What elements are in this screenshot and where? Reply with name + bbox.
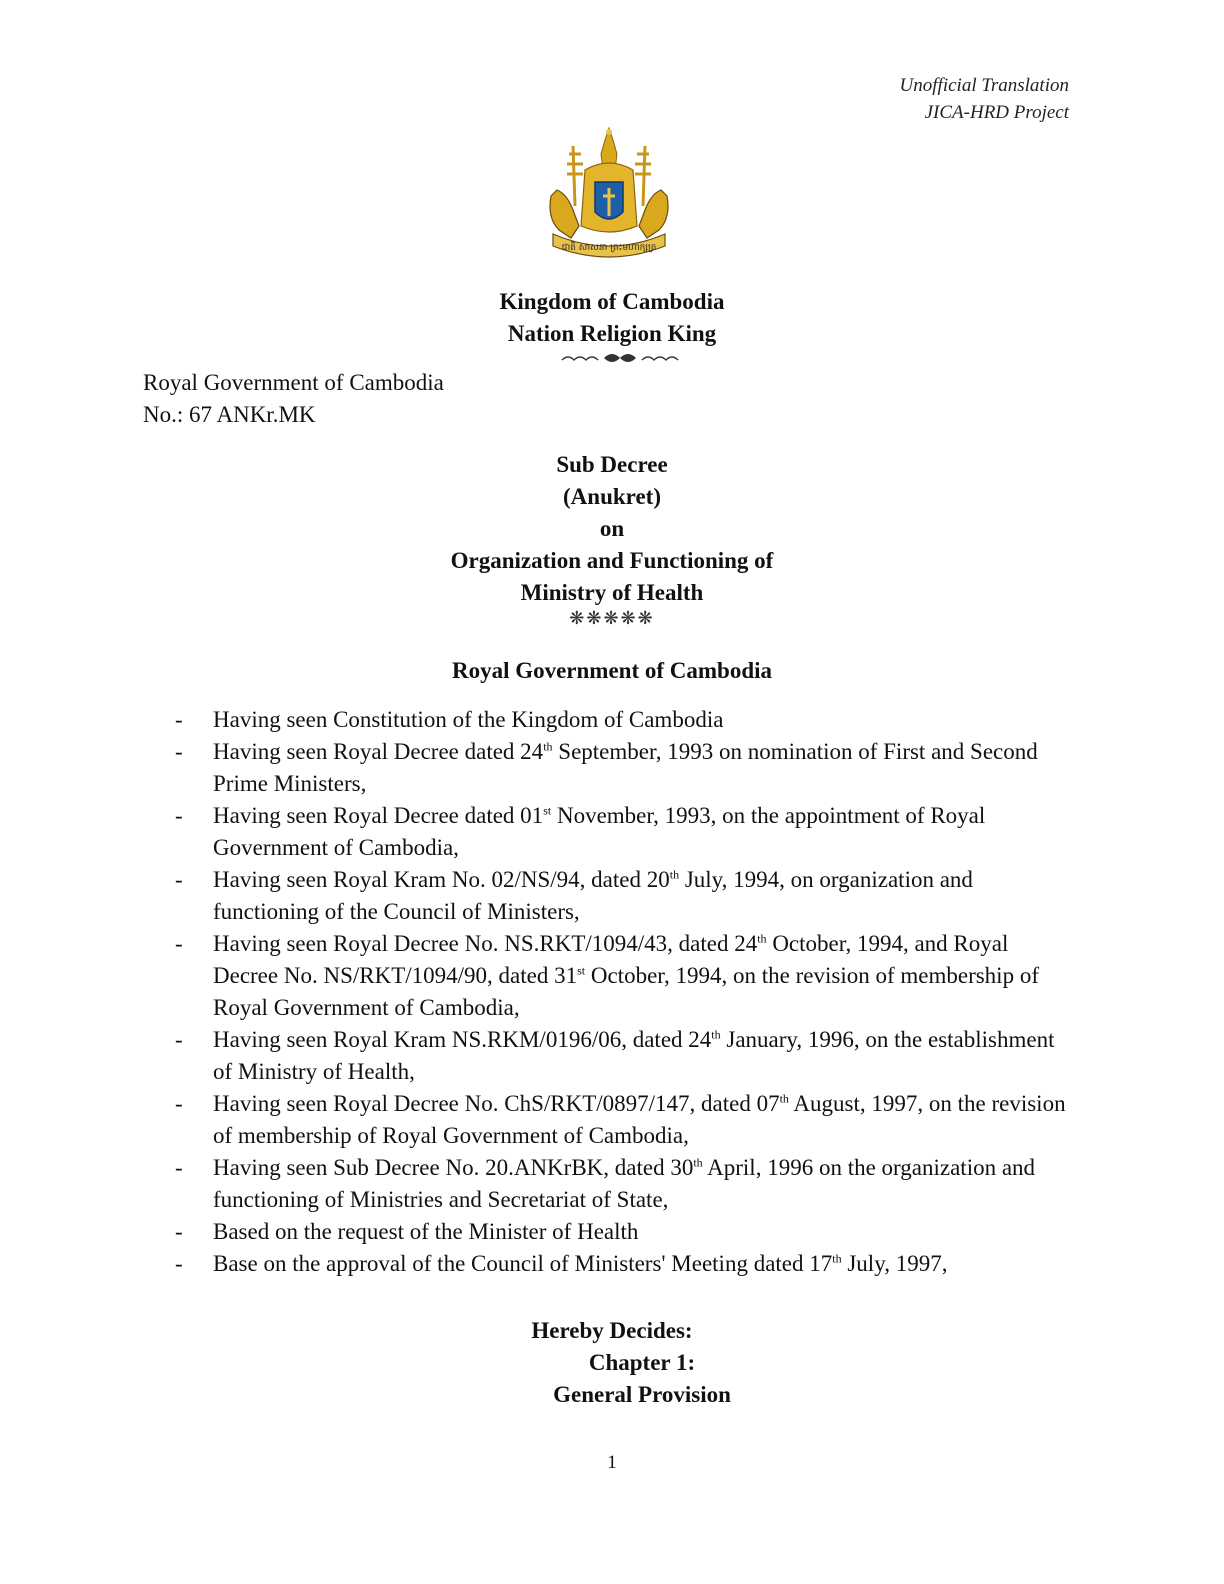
list-item: - Having seen Royal Kram No. 02/NS/94, dated 20th July, 1994, on organization and functioning of the Council of Ministers, [175,867,973,924]
decision-heading: Hereby Decides: [531,1318,693,1343]
page-number: 1 [607,1452,617,1473]
issuer-name: Royal Government of Cambodia [143,370,444,395]
kingdom-title: Kingdom of Cambodia [499,289,725,314]
preamble-heading: Royal Government of Cambodia [451,658,773,683]
title-line-1: Sub Decree [556,452,668,477]
translation-note-line1: Unofficial Translation [899,75,1069,96]
royal-emblem-icon [545,126,673,264]
list-item: - Having seen Royal Decree No. NS.RKT/1094/43, dated 24th October, 1994, and Royal Decree No. NS/RKT/1094/90, dated 31st October, 1994, on the revision of membership of Royal Government of Cambodia, [175,931,1039,1020]
divider-ornament-icon [560,350,680,366]
translation-note-line2: JICA-HRD Project [924,102,1069,123]
list-item: - Having seen Sub Decree No. 20.ANKrBK, dated 30th April, 1996 on the organization and functioning of Ministries and Secretariat of State, [175,1155,1036,1212]
list-item: - Based on the request of the Minister of Health [175,1219,639,1244]
list-item: - Having seen Royal Decree dated 01st November, 1993, on the appointment of Royal Government of Cambodia, [175,803,986,860]
chapter-title: General Provision [553,1382,731,1407]
title-line-5: Ministry of Health [520,580,704,605]
chapter-heading: Chapter 1: [588,1350,696,1375]
list-item: - Having seen Royal Kram NS.RKM/0196/06, dated 24th January, 1996, on the establishment of Ministry of Health, [175,1027,1055,1084]
title-line-2: (Anukret) [563,484,661,509]
emblem-motto-text: ជាតិ សាសនា ព្រះមហាក្សត្រ [561,243,657,253]
issuer-block [143,367,444,431]
list-item: - Having seen Royal Decree No. ChS/RKT/0897/147, dated 07th August, 1997, on the revision of membership of Royal Government of Cambodia, [175,1091,1066,1148]
preamble-list [175,704,1075,1280]
list-item: - Having seen Constitution of the Kingdom of Cambodia [175,707,724,732]
translation-note [900,72,1069,126]
title-line-3: on [599,516,625,541]
kingdom-motto: Nation Religion King [507,321,717,346]
list-item: - Base on the approval of the Council of Ministers' Meeting dated 17th July, 1997, [175,1251,948,1276]
decree-number: No.: 67 ANKr.MK [143,402,316,427]
title-line-4: Organization and Functioning of [450,548,774,573]
star-divider: ❋❋❋❋❋ [569,608,655,628]
list-item: - Having seen Royal Decree dated 24th September, 1993 on nomination of First and Second Prime Ministers, [175,739,1038,796]
